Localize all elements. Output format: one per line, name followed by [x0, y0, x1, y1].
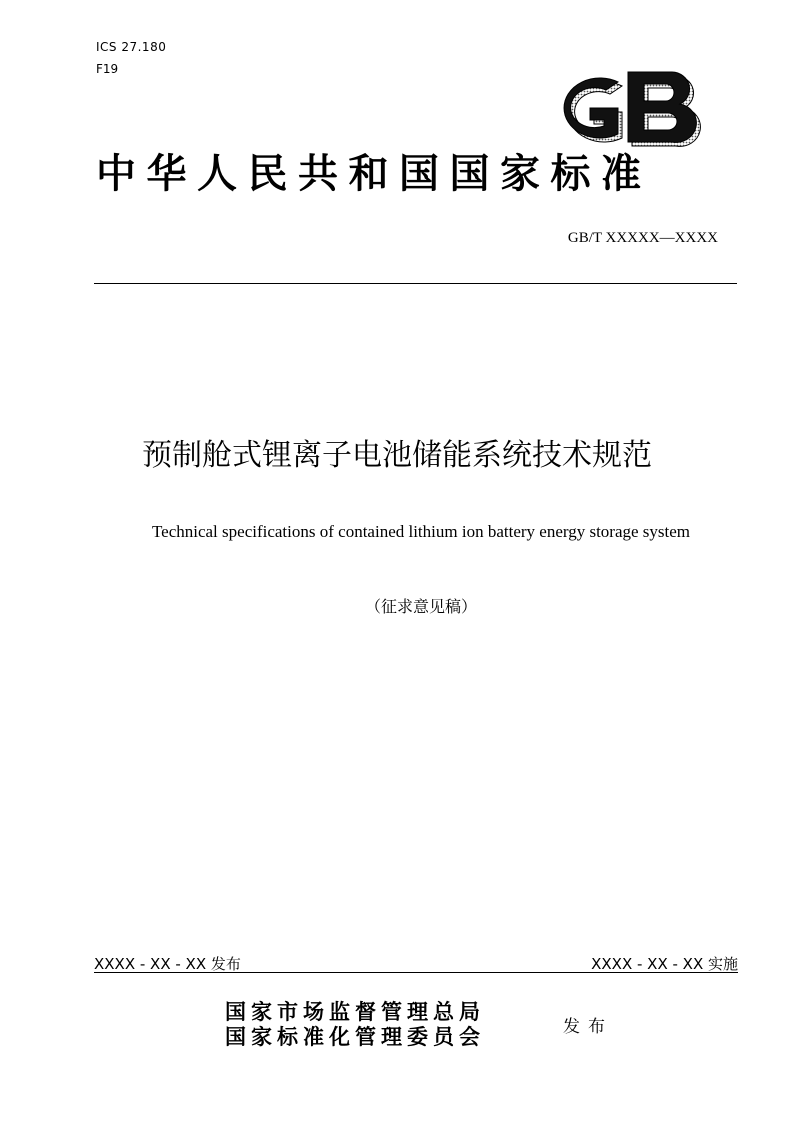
issued-label: 发布 — [563, 1017, 613, 1037]
standard-number: GB/T XXXXX—XXXX — [567, 230, 718, 246]
issuing-organization-2: 国家标准化管理委员会 — [225, 1025, 485, 1049]
standard-type-title: 中华人民共和国国家标准 — [96, 150, 652, 197]
document-title-chinese: 预制舱式锂离子电池储能系统技术规范 — [142, 438, 652, 473]
issuing-organization-1: 国家市场监督管理总局 — [225, 1000, 485, 1024]
gb-logo — [546, 68, 702, 148]
implementation-date: XXXX - XX - XX 实施 — [591, 955, 738, 973]
footer-divider — [94, 972, 738, 973]
document-title-english: Technical specifications of contained lithium ion battery energy storage system — [151, 522, 691, 541]
issue-date: XXXX - XX - XX 发布 — [94, 955, 241, 973]
header-divider — [94, 283, 737, 284]
classification-code: F19 — [96, 62, 119, 76]
ics-code: ICS 27.180 — [96, 40, 167, 54]
draft-status-note: （征求意见稿） — [364, 597, 477, 616]
